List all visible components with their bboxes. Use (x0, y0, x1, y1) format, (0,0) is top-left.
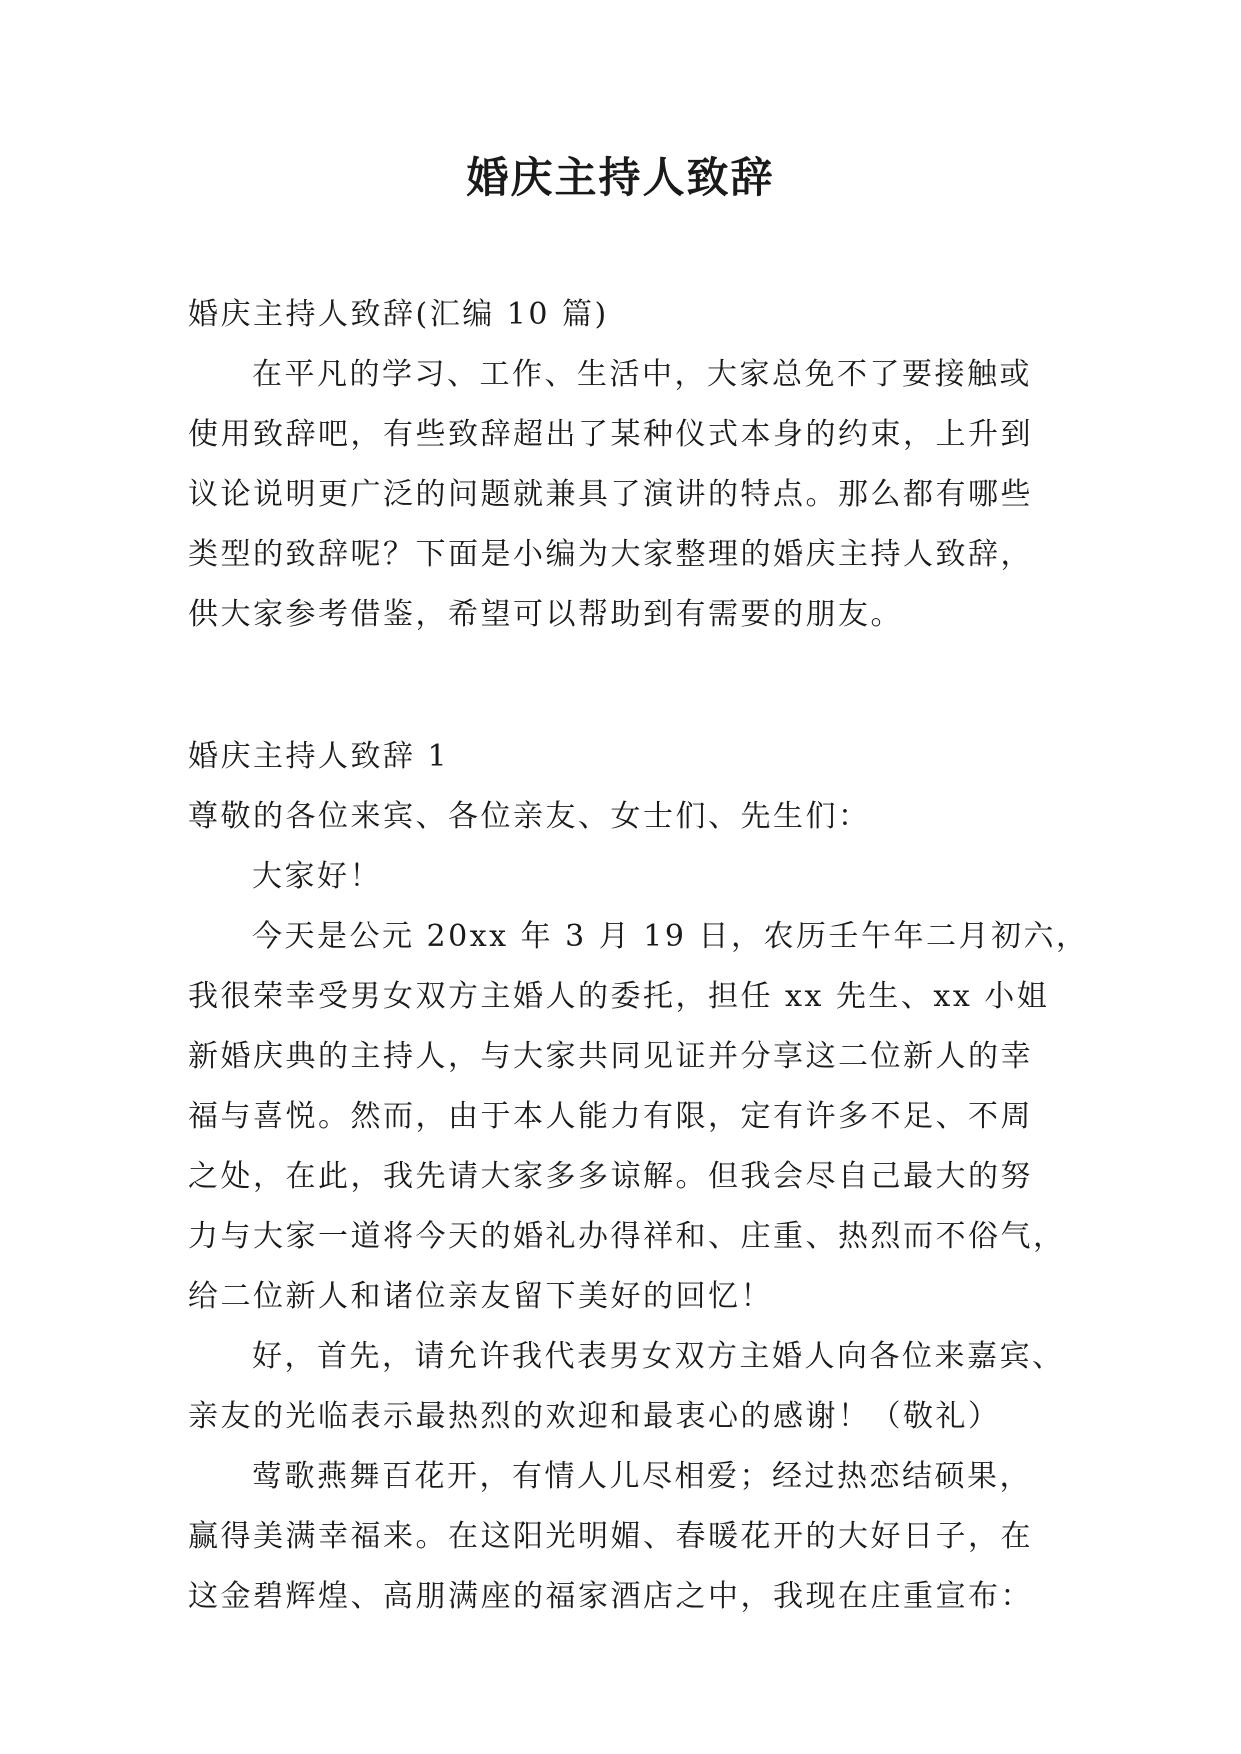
paragraph-line: 我很荣幸受男女双方主婚人的委托，担任 xx 先生、xx 小姐 (188, 979, 1050, 1014)
paragraph-line: 在平凡的学习、工作、生活中，大家总免不了要接触或 (252, 357, 1032, 392)
paragraph-line: 这金碧辉煌、高朋满座的福家酒店之中，我现在庄重宣布： (188, 1579, 1033, 1614)
paragraph-line: 今天是公元 20xx 年 3 月 19 日，农历壬午年二月初六， (252, 919, 1089, 954)
paragraph-3 (188, 1447, 1058, 1627)
paragraph-line: 福与喜悦。然而，由于本人能力有限，定有许多不足、不周 (188, 1099, 1033, 1134)
paragraph-2 (188, 1327, 1065, 1447)
paragraph-line: 之处，在此，我先请大家多多谅解。但我会尽自己最大的努 (188, 1159, 1033, 1194)
paragraph-line: 使用致辞吧，有些致辞超出了某种仪式本身的约束，上升到 (188, 417, 1033, 452)
paragraph-line: 亲友的光临表示最热烈的欢迎和最衷心的感谢！（敬礼） (188, 1399, 1001, 1434)
paragraph-line: 类型的致辞呢？下面是小编为大家整理的婚庆主持人致辞， (188, 537, 1033, 572)
paragraph-line: 赢得美满幸福来。在这阳光明媚、春暖花开的大好日子，在 (188, 1519, 1033, 1554)
page-title: 婚庆主持人致辞 (466, 153, 775, 202)
section-spacer (188, 645, 1058, 727)
paragraph-line: 莺歌燕舞百花开，有情人儿尽相爱；经过热恋结硕果， (252, 1459, 1032, 1494)
paragraph-line: 供大家参考借鉴，希望可以帮助到有需要的朋友。 (188, 597, 903, 632)
section-heading: 婚庆主持人致辞 1 (188, 739, 450, 774)
greeting: 大家好！ (252, 859, 382, 894)
paragraph-1 (188, 907, 1089, 1327)
paragraph-line: 给二位新人和诸位亲友留下美好的回忆！ (188, 1279, 773, 1314)
document-subtitle: 婚庆主持人致辞(汇编 10 篇) (188, 297, 609, 332)
paragraph-line: 力与大家一道将今天的婚礼办得祥和、庄重、热烈而不俗气， (188, 1219, 1066, 1254)
section-1 (188, 727, 1089, 1627)
paragraph-line: 新婚庆典的主持人，与大家共同见证并分享这二位新人的幸 (188, 1039, 1033, 1074)
paragraph-line: 议论说明更广泛的问题就兼具了演讲的特点。那么都有哪些 (188, 477, 1033, 512)
salutation: 尊敬的各位来宾、各位亲友、女士们、先生们： (188, 799, 871, 834)
document-body (188, 285, 1089, 1627)
paragraph-line: 好，首先，请允许我代表男女双方主婚人向各位来嘉宾、 (252, 1339, 1065, 1374)
intro-paragraph (188, 345, 1058, 645)
